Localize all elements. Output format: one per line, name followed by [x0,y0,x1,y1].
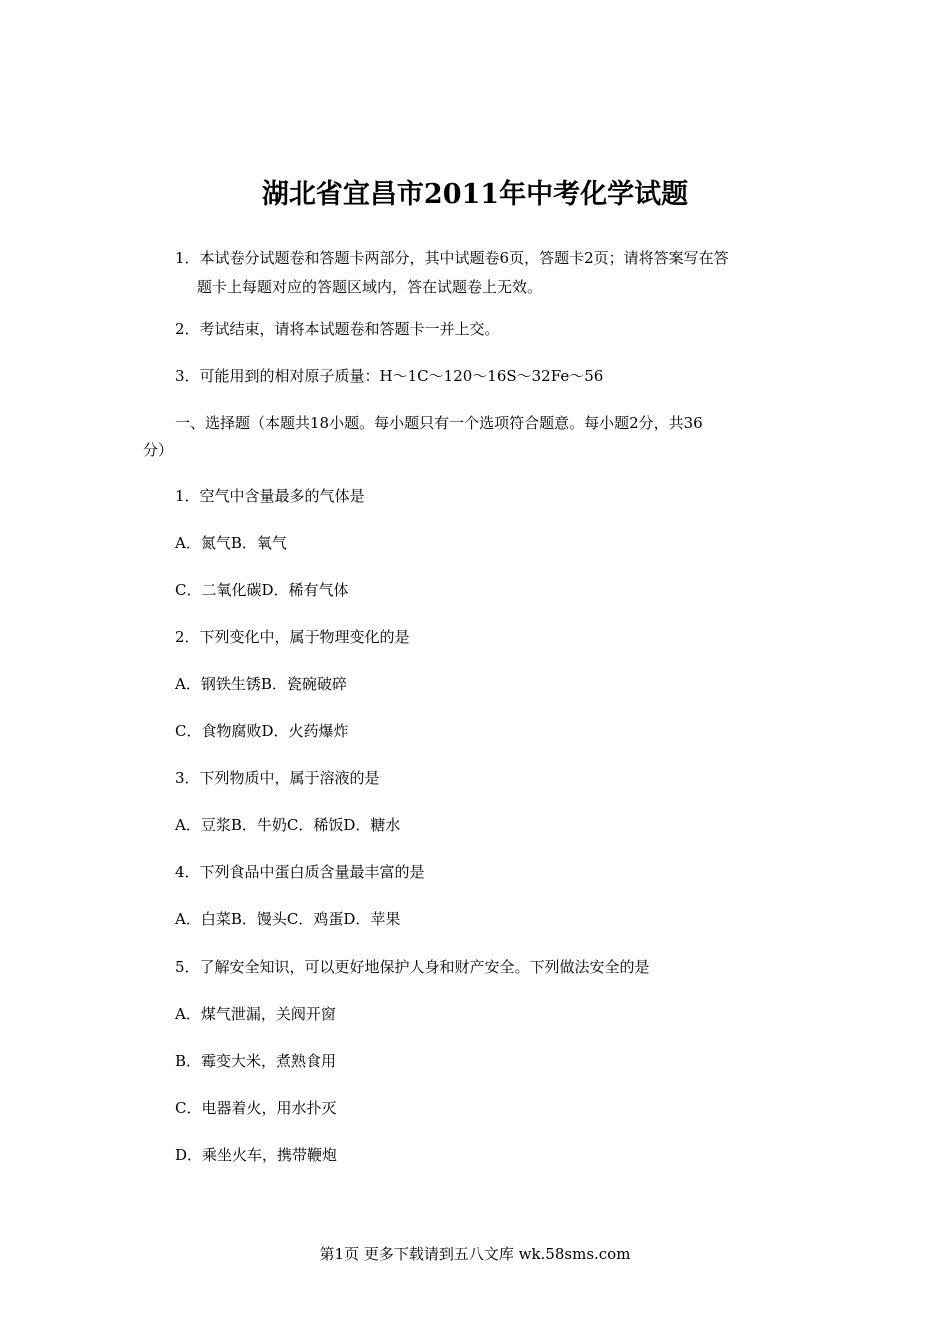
question-5-option-b: B．霉变大米，煮熟食用 [175,1052,337,1070]
question-2: 2．下列变化中，属于物理变化的是 [175,628,410,646]
section-heading-line-1: 一、选择题（本题共18小题。每小题只有一个选项符合题意。每小题2分，共36 [175,414,703,432]
note-3: 3．可能用到的相对原子质量：H～1C～120～16S～32Fe～56 [175,367,604,385]
question-2-options-cd: C．食物腐败D．火药爆炸 [175,722,349,740]
question-2-options-ab: A．钢铁生锈B．瓷碗破碎 [175,675,347,693]
question-4: 4．下列食品中蛋白质含量最丰富的是 [175,863,425,881]
document-title: 湖北省宜昌市2011年中考化学试题 [261,179,689,210]
question-1: 1．空气中含量最多的气体是 [175,487,365,505]
note-2: 2．考试结束，请将本试题卷和答题卡一并上交。 [175,320,500,338]
question-5-option-a: A．煤气泄漏，关阀开窗 [175,1005,336,1023]
question-5-option-c: C．电器着火，用水扑灭 [175,1099,337,1117]
question-5: 5．了解安全知识，可以更好地保护人身和财产安全。下列做法安全的是 [175,958,650,976]
note-1-line-2: 题卡上每题对应的答题区域内，答在试题卷上无效。 [197,278,543,296]
question-1-options-cd: C．二氧化碳D．稀有气体 [175,581,349,599]
question-3: 3．下列物质中，属于溶液的是 [175,769,380,787]
page-footer: 第1页 更多下载请到五八文库 wk.58sms.com [319,1245,631,1263]
question-5-option-d: D．乘坐火车，携带鞭炮 [175,1146,338,1164]
question-4-options: A．白菜B．馒头C．鸡蛋D．苹果 [175,910,401,928]
question-1-options-ab: A．氮气B．氧气 [175,534,287,552]
note-1-line-1: 1．本试卷分试题卷和答题卡两部分，其中试题卷6页，答题卡2页；请将答案写在答 [175,249,729,267]
section-heading-line-2: 分） [143,441,174,459]
question-3-options: A．豆浆B．牛奶C．稀饭D．糖水 [175,816,401,834]
note-1 [175,244,815,302]
